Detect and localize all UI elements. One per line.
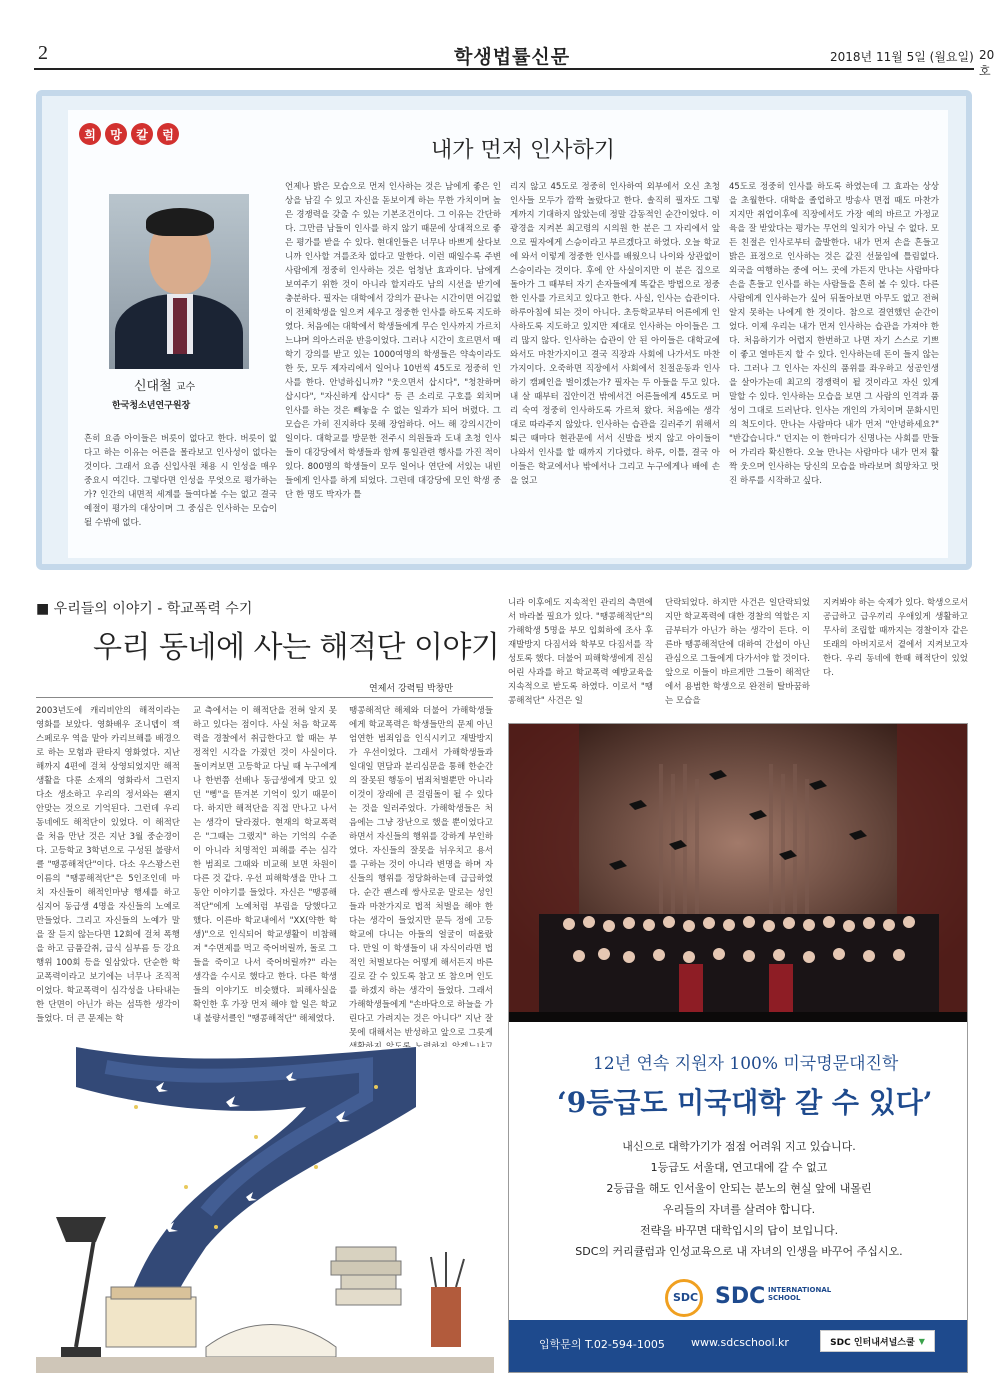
sdc-logo-text: SDC: [715, 1284, 766, 1309]
ad-website-link[interactable]: www.sdcschool.kr: [691, 1336, 789, 1349]
byline: 연제서 강력팀 박창만: [369, 684, 453, 694]
advertisement[interactable]: [508, 723, 968, 1373]
section-label: ■ 우리들의 이야기 - 학교폭력 수기: [36, 601, 253, 617]
ad-school-button[interactable]: [820, 1330, 935, 1352]
story-text-2: 교 측에서는 이 해적단을 전혀 알지 못하고 있다는 점이다. 사실 처음 학교폭력을 경찰에서 취급한다고 할 때는 부정적인 시각을 가졌던 것이 사실이다. 돌이켜보면 고등학교 다닐 때 누구에게나 한번쯤 선배나 동급생에게 맞고 있던 "삥"을 뜯겨본 기억이 있기 때문이다. 하지만 해적단을 직접 만나고 나서는 생각이 달라졌다. 현재의 학교폭력은 "그때는 그랬지" 하는 기억의 수준이 아니라 치명적인 피해를 주는 심각한 범죄로 그때와 비교해 보면 차원이 다른 것 같다. 우선 피해학생을 만나 그동안 이야기를 들었다. 자신은 "땡콩해적단"에게 노예처럼 부림을 당했다고 했다. 이른바 학교내에서 "XX(약한 학생)"으로 인식되어 학교생활이 비참해져 "수면제를 먹고 죽어버릴까, 돌로 그들을 죽이고 나서 죽어버릴까?" 라는 생각을 수시로 했다고 한다. 다른 학생들의 이야기도 비슷했다. 피해사실을 확인한 후 가장 먼저 해야 할 일은 학교 내 불량서클인 "땡콩해적단" 해체였다.: [193, 706, 337, 1024]
newspaper-name: 학생법률신문: [454, 46, 571, 68]
column-text-3: 45도로 정중히 인사를 하도록 하였는데 그 효과는 상상을 초월한다. 대학을 졸업하고 방송사 면접 때도 마찬가지지만 취업이후에 직장에서도 가장 예의 바르고 가정교육을 잘 받았다는 평가는 무언의 일치가 아닐 수 없다. 모든 친절은 인사로부터 출발한다. 내가 먼저 손을 흔들고 밝은 표정으로 인사하는 것은 값진 선물임에 틀림없다. 외국을 여행하는 중에 어느 곳에 가든지 만나는 사람마다 손을 흔들고 인사를 하는 사람들을 흔히 볼 수 있다. 다른 사람에게 인사하는가 싶어 뒤돌아보면 아무도 없고 전혀 알지 못하는 나에게 한 것이다. 참으로 결연했던 순간이었다. 이제 우리는 내가 먼저 인사하는 습관을 가져야 한다. 처음하기가 어렵지 한번하고 나면 자기 스스로 기쁘이 좋고 열마든지 할 수 있다. 인사하는데 돈이 들지 않는다. 그러나 그 인사는 자신의 품위를 좌우하고 성공인생을 살아가는데 최고의 경쟁력이 될 것이라고 자신 있게 말할 수 있다. 인사하는 모습을 보면 그 사람의 인격과 품성이 그대로 드러난다. 인사는 개인의 가치이며 문화시민의 척도이다. 만나는 사람마다 내가 먼저 "안녕하세요?" "반갑습니다." 던지는 이 한마디가 신명나는 사회를 만들어 가리라 확신한다. 오늘 만나는 사람마다 내가 먼저 활짝 웃으며 인사하는 당신의 모습을 바라보며 희망차고 멋진 하루를 시작하고 싶다.: [729, 182, 939, 486]
column-badge: [79, 123, 179, 145]
badge-char: 망: [105, 123, 127, 145]
story-title: 우리 동네에 사는 해적단 이야기: [93, 630, 500, 665]
story-text-5: 단락되었다. 하지만 사건은 일단락되었지만 학교폭력에 대한 경찰의 역할은 지금부터가 아닌가 하는 생각이 든다. 이른바 땡콩해적단에 대하여 간섭이 아닌 관심으로 그들에게 다가서야 할 것이다. 앞으로 이들이 바르게만 그들이 해적단에서 용범한 학생으로 완전히 탈바꿈하는 모습을: [665, 598, 810, 706]
badge-char: 희: [79, 123, 101, 145]
issue-date: 2018년 11월 5일 (월요일): [830, 50, 974, 64]
graduation-photo: [509, 724, 967, 1022]
story-text-1: 2003년도에 캐리비안의 해적이라는 영화를 보았다. 영화배우 조니뎁이 잭 스페로우 역을 맡아 카리브해를 배경으로 하는 모험과 판타지 영화였다. 지난해까지 4편에 걸쳐 상영되었지만 해적생활을 다룬 소재의 영화라서 그런지 다소 생소하고 우리의 정서와는 왠지 안맞는 것으로 기억된다. 그런데 우리 동네에도 해적단이 있었다. 이 해적단을 처음 만난 것은 지난 3월 중순경이다. 고등학교 3학년으로 구성된 불량서클 "땡콩해적단"이다. 다소 우스꽝스런 이름의 "땡콩해적단"은 5인조인데 마치 자신들이 해적인마냥 행세를 하고 심지어 동급생 4명을 자신들의 노예로 만들었다. 그리고 자신들의 노예가 말을 잘 듣지 않는다면 12회에 걸쳐 폭행을 하고 금품갈취, 급식 심부름 등 강요행위 100회 등을 일삼았다. 단순한 학교폭력이라고 보기에는 너무나 조직적이었다. 학교폭력이 심각성을 나타내는 한 단면이 아닌가 하는 섬뜩한 생각이 들었다. 더 큰 문제는 학: [36, 706, 180, 1024]
story-text-4: 니라 이후에도 지속적인 관리의 측면에서 바라볼 필요가 있다. "땡콩해적단"의 가해학생 5명을 부모 입회하에 조사 후 재발방지 다짐서와 학부모 다짐서를 작성토록 했다. 더불어 피해학생에게 진심어린 사과를 하고 학교폭력 예방교육을 지속적으로 받도록 하였다. 이로서 "땡콩해적단" 사건은 일: [508, 598, 653, 706]
sdc-logo-sub-line: SCHOOL: [768, 1294, 801, 1302]
author-org: 한국청소년연구원장: [112, 401, 191, 411]
ad-body-line: 전략을 바꾸면 대학입시의 답이 보입니다.: [639, 1224, 839, 1237]
sdc-logo-icon: [665, 1279, 703, 1317]
author-photo: [109, 194, 249, 369]
badge-char: 럼: [157, 123, 179, 145]
title-rule: [36, 697, 493, 698]
story-illustration: [36, 1047, 494, 1373]
page-header: [34, 30, 995, 78]
column-text-1: 언제나 밝은 모습으로 먼저 인사하는 것은 남에게 좋은 인상을 남길 수 있고 자신을 돋보이게 하는 무한 가치이며 높은 경쟁력을 갖출 수 있는 기본조건이다. 그 이유는 간단하다. 그만큼 남들이 인사를 하지 않기 때문에 상대적으로 좋은 평가를 받을 수 있다. 현대인들은 너무나 바쁘게 살다보니까 인사할 겨를조차 없다고 말한다. 이런 때일수록 주변 사람에게 정중히 인사하는 것은 엄청난 효과이다. 남에게 보여주기 위한 것이 아니라 할지라도 남의 시선을 받기에 충분하다. 필자는 대학에서 강의가 끝나는 시간이면 어김없이 전체학생을 일으켜 세우고 정중한 인사를 하도록 지도하였다. 처음에는 대학에서 학생들에게 무슨 인사까지 가르치느냐며 의아스러운 반응이었다. 그러나 시간이 흐르면서 매 학기 강의를 받고 있는 1000여명의 학생들은 약속이라도 한 듯, 모두 제자리에서 일어나 10번씩 45도로 정중히 인사를 한다. 안녕하십니까? "웃으면서 삽시다", "청찬하며 삽시다", "자신하게 삽시다" 등 큰 소리로 구호를 외치며 인사를 하는 것은 빼놓을 수 없는 일과가 되어 버렸다. 그 모습은 가히 진지하다 못해 장엄하다. 어느 해 강의시간이 일이다. 대학교를 방문한 전주시 의원들과 도내 초청 인사들이 대강당에서 학생들과 함께 통일관련 행사를 가진 적이 있다. 800명의 학생들이 모두 일어나 연단에 서있는 내빈들에게 인사를 하게 되었다. 그런데 대강당에 모인 학생 중 단 한 명도 박자가 틀: [285, 182, 501, 500]
column-text-2: 리지 않고 45도로 정중히 인사하여 외부에서 오신 초청인사들 모두가 깜짝 놀랐다고 한다. 솔직히 필자도 그렇게까지 기대하지 않았는데 정말 감동적인 순간이었다. 이 광경을 지켜본 최고령의 시의원 한 분은 그 자리에서 앞으로 필자에게 스승이라고 부르겠다고 하였다. 오늘 학교에 와서 이렇게 정중한 인사를 배웠으니 나이와 상관없이 스승이라는 것이다. 후에 안 사실이지만 이 분은 집으로 돌아가 그 때부터 자기 손자들에게 똑같은 방법으로 정중한 인사를 가르치고 있다고 한다. 사실, 인사는 습관이다. 하루아침에 되는 것이 아니다. 초등학교부터 어른에게 인사하도록 지도하고 있지만 제대로 인사하는 아이들은 그리 많지 않다. 인사하는 습관이 안 된 아이들은 대학교에 와서도 마찬가지이고 결국 직장과 사회에 나가서도 마찬가지이다. 오죽하면 직장에서 사회에서 친절운동과 인사하기 캠페인을 벌이겠는가? 필자는 두 아들을 두고 있다. 내 살 때부터 집안이건 밖에서건 어른들에게 45도로 머리 숙여 정중히 인사하도록 가르쳐 왔다. 처음에는 생각대로 따라주지 않았다. 인사하는 습관을 길러주기 위해서 퇴근 때마다 현관문에 서서 신발을 벗지 않고 아이들이 나와서 인사를 할 때까지 기다렸다. 하루, 이틀, 결국 아이들은 학교에서나 밖에서나 그리고 누구에게나 배에 손을 얹고: [510, 182, 720, 486]
author-role: 교수: [175, 382, 196, 393]
ad-body-line: 2등급을 해도 인서울이 안되는 분노의 현실 앞에 내몰린: [606, 1182, 872, 1195]
sdc-logo-mark-text: SDC: [673, 1291, 699, 1304]
ad-body-line: SDC의 커리큘럼과 인성교육으로 내 자녀의 인생을 바꾸어 주십시오.: [575, 1245, 903, 1258]
ad-body-line: 1등급도 서울대, 연고대에 갈 수 없고: [650, 1161, 828, 1174]
author-name: [134, 375, 195, 394]
ad-body: [549, 1136, 929, 1262]
ad-body-line: 내신으로 대학가기가 점점 어려워 지고 있습니다.: [622, 1140, 856, 1153]
ad-school-button-label: SDC 인터내셔널스쿨: [830, 1337, 915, 1348]
column-intro: 흔히 요즘 아이들은 버릇이 없다고 한다. 버릇이 없다고 하는 이유는 어른을 몰라보고 인사성이 없다는 것이다. 그래서 요즘 신입사원 채용 시 인성을 매우 중요시 여긴다. 그렇다면 인성을 무엇으로 평가하는가? 인간의 내면적 세계를 들여다볼 수는 없고 결국 예절이 평가의 대상이며 그 중심은 인사하는 모습이 될 수밖에 없다.: [84, 434, 277, 528]
author-name-text: 신대철: [134, 379, 172, 394]
ad-contact: 입학문의 T.02-594-1005: [539, 1338, 665, 1351]
story-text-6: 지켜봐야 하는 숙제가 있다. 학생으로서 공급하고 급우끼리 우애있게 생활하고 무사히 조립할 때까지는 경찰이자 같은 또래의 아버지로서 곁에서 지켜보고자 한다. 우리 동네에 한때 해적단이 있었다.: [823, 598, 968, 678]
ad-headline: 12년 연속 지원자 100% 미국명문대진학: [593, 1054, 899, 1074]
story-text-3: 땡콩해적단 해체와 더불어 가해학생들에게 학교폭력은 학생들만의 문제 아닌 엄연한 범죄임을 인식시키고 재발방지가 우선이었다. 그래서 가해학생들과 일대일 면담과 분리심문을 통해 한순간의 잘못된 행동이 범죄처벌뿐만 아니라 이것이 장래에 큰 걸림돌이 될 수 있다는 것을 일러주었다. 가해학생들은 처음에는 그냥 장난으로 했을 뿐이었다고 하면서 자신들의 행위를 강하게 부인하였다. 자신들의 잘못을 뉘우치고 용서를 구하는 것이 아니라 변명을 하며 자신들의 행위를 정당화하는데 급급하였다. 순간 괜스레 쌍사로운 말로는 성인들과 마찬가지로 법적 처벌을 해야 한다는 생각이 들었지만 문득 정에 고등학교에 다니는 아들의 얼굴이 떠올랐다. 만일 이 학생들이 내 자식이라면 법적인 처벌보다는 어떻게 해서든지 바른 길로 갈 수 있도록 참고 또 참으며 인도를 하겠지 하는 생각이 들었다. 그래서 가해학생들에게 "손바닥으로 하늘을 가린다고 가려지는 것은 아니다" 지난 잘못에 대해서는 반성하고 앞으로 그릇게: [349, 706, 493, 1038]
badge-char: 칼: [131, 123, 153, 145]
sdc-logo-sub-line: INTERNATIONAL: [768, 1286, 832, 1294]
sdc-logo-subtitle: [768, 1286, 831, 1302]
triangle-down-icon: ▼: [918, 1336, 925, 1346]
ad-slogan: ‘9등급도 미국대학 갈 수 있다’: [557, 1086, 933, 1119]
page-number: 2: [38, 42, 48, 64]
column-title: 내가 먼저 인사하기: [431, 138, 616, 163]
issue-number: 20호: [979, 48, 995, 78]
ad-body-line: 우리들의 자녀를 살려야 합니다.: [662, 1203, 816, 1216]
